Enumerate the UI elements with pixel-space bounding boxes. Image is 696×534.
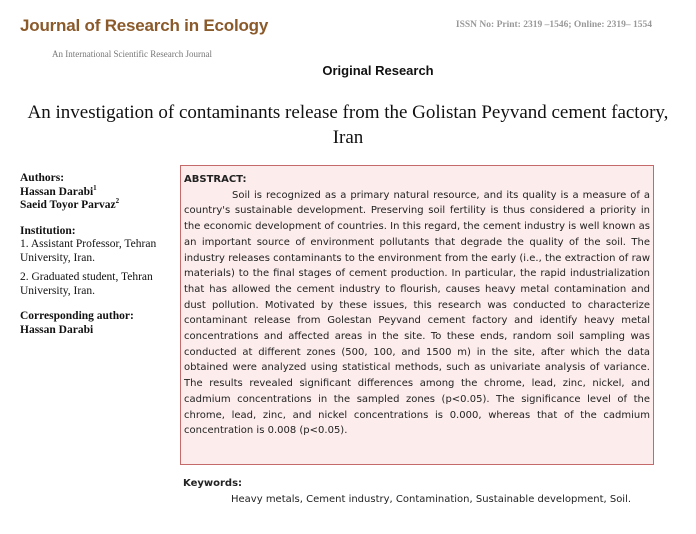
author-name: Hassan Darabi$^1$: [20, 183, 97, 198]
section-label: Original Research: [322, 63, 434, 78]
keywords-text: Heavy metals, Cement industry, Contamination, Sustainable development, Soil.: [231, 494, 632, 505]
institution-item: 2. Graduated student, Tehran University, Iran.: [20, 271, 153, 297]
abstract-heading: ABSTRACT:: [184, 174, 247, 185]
issn-line: ISSN No: Print: 2319 –1546; Online: 2319– 1554: [455, 20, 652, 30]
abstract-text: Soil is recognized as a primary natural resource, and its quality is a measure of a country's sustainable development. Preserving soil fertility is thus considered a priority in the economic development of countries. In this regard, the cement industry is well known as an important source of environment pollutants that degrade the quality of the soil. The industry releases contaminants to the environment from the early (i.e., the extraction of raw materials) to the final stages of cement production. In particular, the rapid industrialization that has allowed the cement industry to flourish, causes heavy metal contamination and dust pollution. Motivated by these issues, this research was conducted to characterize contaminant release from Golestan Peyvand cement factory and identify heavy metal concentrations and affected areas in the site. To these ends, random soil sampling was conducted at different zones (500, 100, and 1500 m) in the site, after which the data obtained were analyzed using statistical methods, such as univariate analysis of variance. The results revealed significant differences among the chrome, lead, zinc, nickel, and cadmium concentrations in the sampled zones (p<0.05). The significance level of the chrome, lead, zinc, and nickel concentrations is 0.000, whereas that of the cadmium concentration is 0.008 (p<0.05).: [184, 189, 650, 437]
journal-subtitle: An International Scientific Research Journal: [52, 49, 212, 59]
corresponding-name: Hassan Darabi: [20, 323, 94, 336]
journal-title: Journal of Research in Ecology: [20, 16, 269, 35]
author-name: Saeid Toyor Parvaz$^2$: [20, 197, 120, 211]
authors-heading: Authors:: [20, 172, 65, 184]
keywords-heading: Keywords:: [183, 478, 243, 489]
corresponding-heading: Corresponding author:: [20, 310, 134, 322]
institution-heading: Institution:: [20, 224, 76, 237]
abstract-box: [180, 165, 654, 465]
keywords-section: [183, 476, 651, 508]
institution-item: 1. Assistant Professor, Tehran University, Iran.: [20, 238, 157, 264]
author-sidebar: [20, 172, 176, 337]
paper-title: An investigation of contaminants release from the Golistan Peyvand cement factory, Iran: [27, 102, 669, 148]
